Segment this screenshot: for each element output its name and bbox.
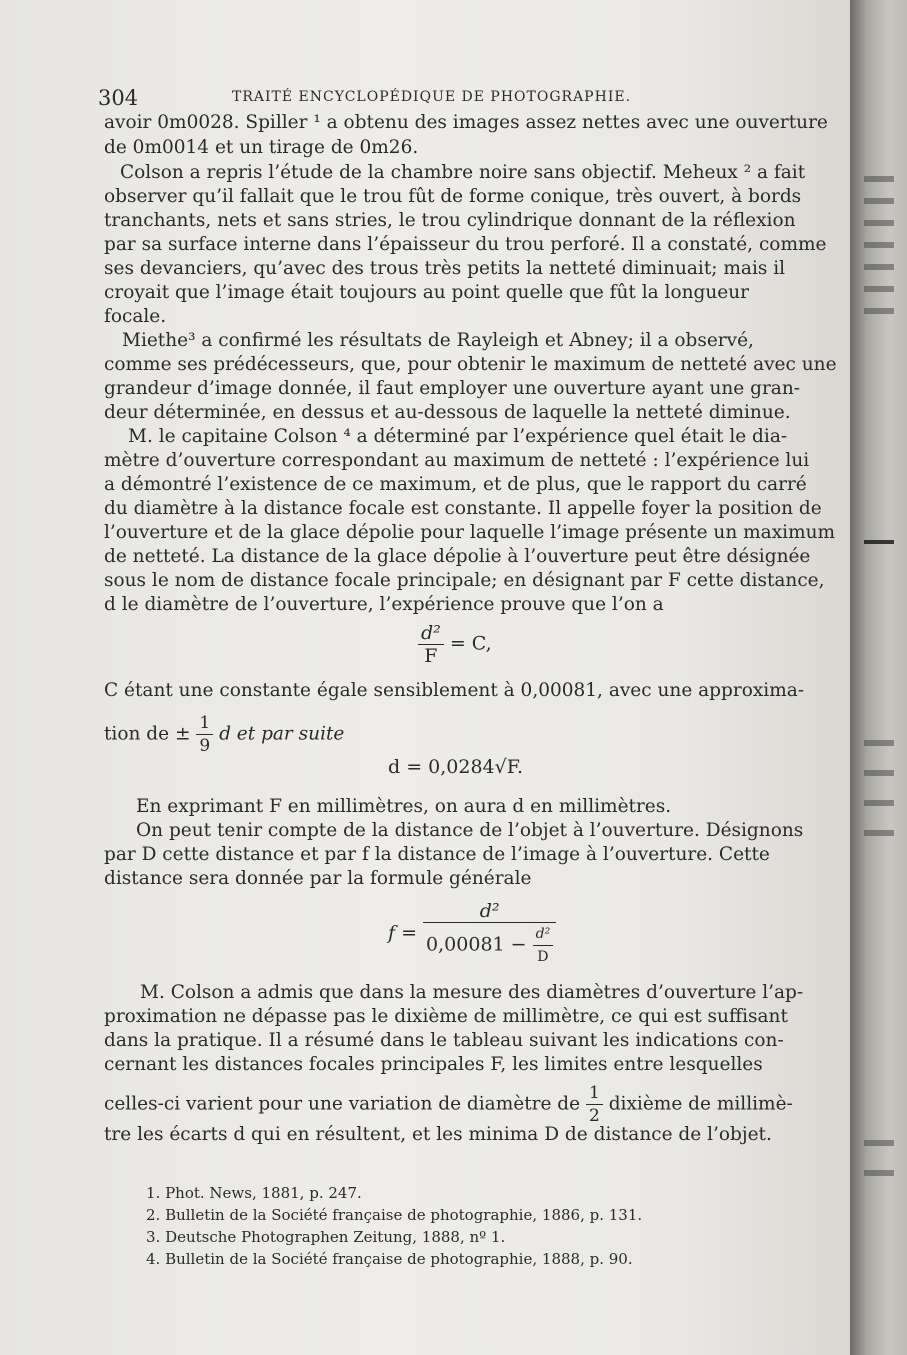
formula-d2-over-f: $\frac{\text{d²}}{F}$ = C,: [418, 622, 492, 667]
page-header: [98, 86, 798, 112]
body-line: tre les écarts d qui en résultent, et les minima D de distance de l’objet.: [104, 1124, 772, 1145]
formula-f-general: f = d² 0,00081 − $\frac{\text{d²}}{D}$: [388, 900, 556, 968]
body-line: deur déterminée, en dessus et au-dessous de laquelle la netteté diminue.: [104, 402, 791, 423]
body-line: l’ouverture et de la glace dépolie pour laquelle l’image présente un maximum: [104, 522, 836, 543]
body-line: de netteté. La distance de la glace dépolie à l’ouverture peut être désignée: [104, 546, 811, 567]
body-line: C étant une constante égale sensiblement à 0,00081, avec une approxima-: [104, 680, 805, 701]
body-line: avoir 0m0028. Spiller ¹ a obtenu des images assez nettes avec une ouverture: [104, 112, 828, 133]
body-line: du diamètre à la distance focale est constante. Il appelle foyer la position de: [104, 498, 822, 519]
body-line: distance sera donnée par la formule générale: [104, 868, 532, 889]
body-line: mètre d’ouverture correspondant au maximum de netteté : l’expérience lui: [104, 450, 810, 471]
footnote: 3. Deutsche Photographen Zeitung, 1888, nº 1.: [146, 1228, 506, 1246]
footnote: 1. Phot. News, 1881, p. 247.: [146, 1184, 362, 1202]
adjacent-page-edge: [850, 0, 907, 1355]
body-line: tranchants, nets et sans stries, le trou cylindrique donnant de la réflexion: [104, 210, 796, 231]
body-line: grandeur d’image donnée, il faut employer une ouverture ayant une gran-: [104, 378, 800, 399]
body-line: par D cette distance et par f la distance de l’image à l’ouverture. Cette: [104, 844, 770, 865]
body-line: focale.: [104, 306, 167, 327]
footnote: 2. Bulletin de la Société française de photographie, 1886, p. 131.: [146, 1206, 643, 1224]
body-line: cernant les distances focales principales F, les limites entre lesquelles: [104, 1054, 763, 1075]
body-line: dans la pratique. Il a résumé dans le tableau suivant les indications con-: [104, 1030, 784, 1051]
half-diameter-line: celles-ci varient pour une variation de diamètre de $\frac{1}{2}$ dixième de millimè-: [104, 1083, 793, 1126]
body-line: ses devanciers, qu’avec des trous très petits la netteté diminuait; mais il: [104, 258, 786, 279]
body-line: En exprimant F en millimètres, on aura d en millimètres.: [136, 796, 672, 817]
body-line: croyait que l’image était toujours au point quelle que fût la longueur: [104, 282, 749, 303]
body-line: M. le capitaine Colson ⁴ a déterminé par l’expérience quel était le dia-: [128, 426, 788, 447]
body-line: On peut tenir compte de la distance de l’objet à l’ouverture. Désignons: [136, 820, 804, 841]
page-number: 304: [98, 86, 139, 110]
running-title: TRAITÉ ENCYCLOPÉDIQUE DE PHOTOGRAPHIE.: [232, 89, 632, 105]
formula-d-sqrt-f: d = 0,0284√F.: [388, 756, 524, 778]
footnote: 4. Bulletin de la Société française de photographie, 1888, p. 90.: [146, 1250, 633, 1268]
body-line: de 0m0014 et un tirage de 0m26.: [104, 137, 419, 158]
body-line: a démontré l’existence de ce maximum, et de plus, que le rapport du carré: [104, 474, 807, 495]
body-line: d le diamètre de l’ouverture, l’expérience prouve que l’on a: [104, 594, 664, 615]
body-line: Miethe³ a confirmé les résultats de Rayleigh et Abney; il a observé,: [122, 330, 754, 351]
body-line: proximation ne dépasse pas le dixième de millimètre, ce qui est suffisant: [104, 1006, 788, 1027]
body-line: sous le nom de distance focale principale; en désignant par F cette distance,: [104, 570, 825, 591]
body-line: M. Colson a admis que dans la mesure des diamètres d’ouverture l’ap-: [140, 982, 804, 1003]
body-line: observer qu’il fallait que le trou fût de forme conique, très ouvert, à bords: [104, 186, 802, 207]
body-line: comme ses prédécesseurs, que, pour obtenir le maximum de netteté avec une: [104, 354, 837, 375]
body-line: Colson a repris l’étude de la chambre noire sans objectif. Meheux ² a fait: [120, 162, 806, 183]
body-line: par sa surface interne dans l’épaisseur du trou perforé. Il a constaté, comme: [104, 234, 827, 255]
tolerance-line: tion de ± $\frac{1}{9}$ d et par suite: [104, 713, 345, 756]
